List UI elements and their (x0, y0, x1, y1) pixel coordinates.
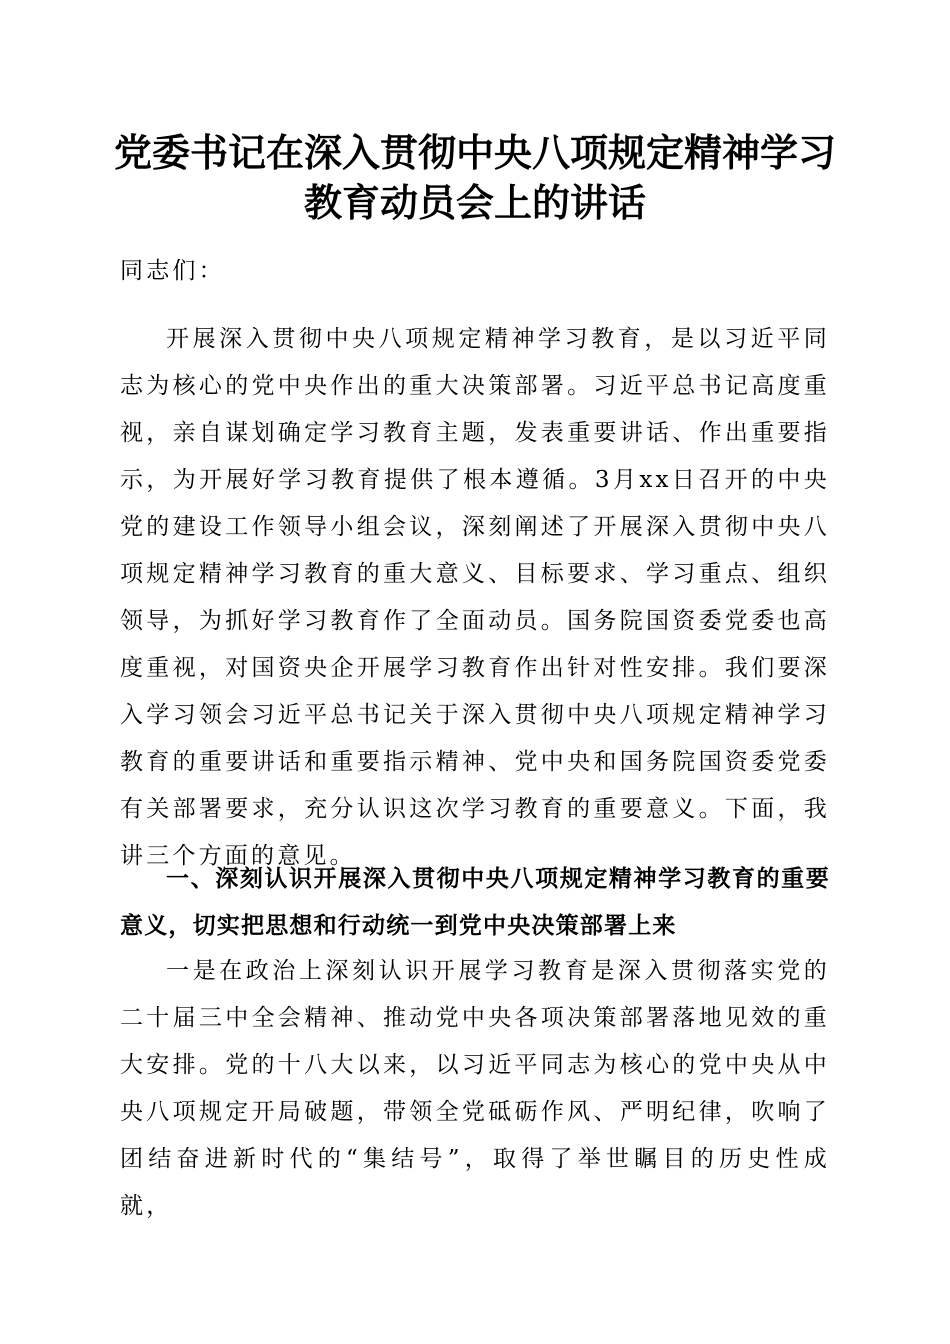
intro-paragraph: 开展深入贯彻中央八项规定精神学习教育，是以习近平同志为核心的党中央作出的重大决策部署。习近平总书记高度重视，亲自谋划确定学习教育主题，发表重要讲话、作出重要指示，为开展好学习教育提供了根本遵循。3月xx日召开的中央党的建设工作领导小组会议，深刻阐述了开展深入贯彻中央八项规定精神学习教育的重大意义、目标要求、学习重点、组织领导，为抓好学习教育作了全面动员。国务院国资委党委也高度重视，对国资央企开展学习教育作出针对性安排。我们要深入学习领会习近平总书记关于深入贯彻中央八项规定精神学习教育的重要讲话和重要指示精神、党中央和国务院国资委党委有关部署要求，充分认识这次学习教育的重要意义。下面，我讲三个方面的意见。 (120, 326, 830, 869)
section-1-heading: 一、深刻认识开展深入贯彻中央八项规定精神学习教育的重要意义，切实把思想和行动统一到党中央决策部署上来 (120, 865, 830, 939)
section-1-point-1-paragraph: 一是在政治上深刻认识开展学习教育是深入贯彻落实党的二十届三中全会精神、推动党中央各项决策部署落地见效的重大安排。党的十八大以来，以习近平同志为核心的党中央从中央八项规定开局破题，带领全党砥砺作风、严明纪律，吹响了团结奋进新时代的“集结号”，取得了举世瞩目的历史性成就， (120, 958, 830, 1219)
document-title: 党委书记在深入贯彻中央八项规定精神学习教育动员会上的讲话 (113, 130, 836, 225)
salutation: 同志们： (120, 258, 225, 284)
